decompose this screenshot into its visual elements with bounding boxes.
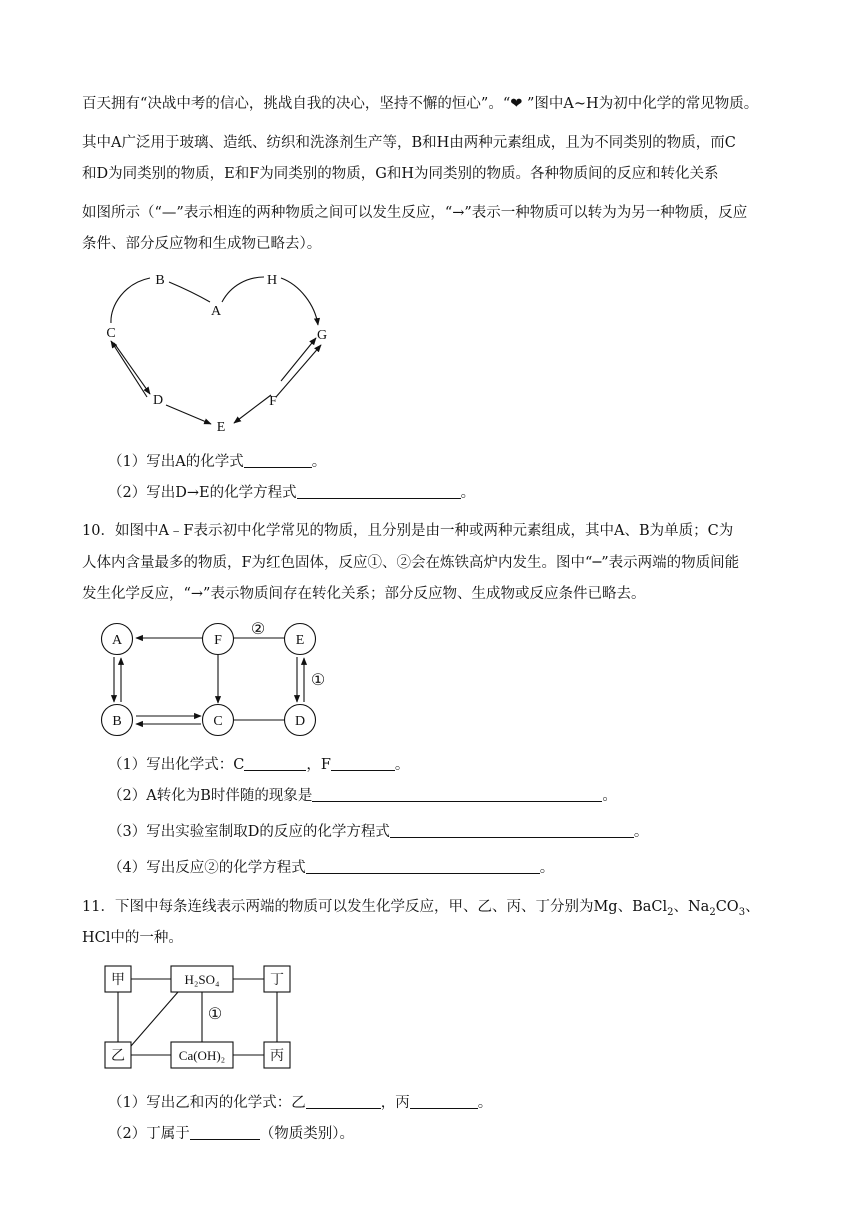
q10-label-reaction-1: ① <box>310 672 326 689</box>
heart-icon: ❤ <box>510 96 523 112</box>
q11-box-bing: 丙 <box>270 1049 284 1064</box>
q9-heart-diagram <box>95 262 345 437</box>
q9-sub1: （1）写出A的化学式 。 <box>108 454 327 470</box>
q11-box-yi: 乙 <box>111 1049 125 1064</box>
q11-box-h2so4: H₂SO₄ <box>184 972 220 987</box>
q10-sub1: （1）写出化学式：C ，F 。 <box>108 757 410 773</box>
q9-sub2: （2）写出D→E的化学方程式 。 <box>108 485 476 501</box>
answer-blank[interactable] <box>244 756 306 771</box>
q9-intro-line1: 百天拥有“决战中考的信心，挑战自我的决心，坚持不懈的恒心”。“❤ ”图中A~H为初中化学的常见物质。 <box>82 96 759 112</box>
answer-blank[interactable] <box>306 1094 381 1109</box>
q10-sub3: （3）写出实验室制取D的反应的化学方程式 。 <box>108 824 649 840</box>
q10-sub4: （4）写出反应②的化学方程式 。 <box>108 860 555 876</box>
q9-intro-line2: 其中A广泛用于玻璃、造纸、纺织和洗涤剂生产等，B和H由两种元素组成，且为不同类别的物质，而C <box>82 135 736 151</box>
q11-line1: 11．下图中每条连线表示两端的物质可以发生化学反应，甲、乙、丙、丁分别为Mg、BaCl$_2$、$Na_2CO_3$、 <box>82 899 760 918</box>
q10-diagram <box>95 618 335 738</box>
q11-box-jia: 甲 <box>111 973 125 988</box>
q9-node-f: F <box>269 394 277 409</box>
q10-node-b: B <box>112 714 122 729</box>
q10-node-e: E <box>295 633 305 648</box>
q10-label-reaction-2: ② <box>250 621 266 638</box>
q11-line2: HCl中的一种。 <box>82 930 183 946</box>
q9-node-c: C <box>106 326 116 341</box>
answer-blank[interactable] <box>410 1094 478 1109</box>
answer-blank[interactable] <box>312 787 602 802</box>
answer-blank[interactable] <box>190 1125 260 1140</box>
q10-sub2: （2）A转化为B时伴随的现象是 。 <box>108 788 617 804</box>
q9-node-e: E <box>216 420 226 435</box>
answer-blank[interactable] <box>297 484 461 499</box>
q11-sub2: （2）丁属于 （物质类别）。 <box>108 1126 354 1142</box>
q10-line2: 人体内含量最多的物质，F为红色固体，反应①、②会在炼铁高炉内发生。图中“─”表示两端的物质间能 <box>82 555 740 571</box>
q9-intro-line4: 如图所示（“—”表示相连的两种物质之间可以发生反应，“→”表示一种物质可以转为为另一种物质，反应 <box>82 205 748 221</box>
q9-node-g: G <box>316 328 328 343</box>
q10-line1: 10．如图中A﹣F表示初中化学常见的物质，且分别是由一种或两种元素组成，其中A、B为单质；C为 <box>82 523 734 539</box>
q10-node-d: D <box>294 714 306 729</box>
answer-blank[interactable] <box>244 453 312 468</box>
q10-line3: 发生化学反应，“→”表示物质间存在转化关系；部分反应物、生成物或反应条件已略去。 <box>82 586 646 602</box>
q11-label-reaction-1: ① <box>207 1006 223 1023</box>
q9-node-d: D <box>152 393 164 408</box>
q9-node-h: H <box>266 273 278 288</box>
q9-intro-line3: 和D为同类别的物质，E和F为同类别的物质，G和H为同类别的物质。各种物质间的反应和转化关系 <box>82 166 719 182</box>
answer-blank[interactable] <box>390 823 634 838</box>
q9-node-b: B <box>155 273 165 288</box>
q10-node-c: C <box>213 714 223 729</box>
q11-box-ding: 丁 <box>270 973 284 988</box>
q10-node-f: F <box>214 633 222 648</box>
q9-node-a: A <box>210 304 222 319</box>
q9-intro-line5: 条件、部分反应物和生成物已略去）。 <box>82 236 322 252</box>
q10-node-a: A <box>111 633 123 648</box>
q11-diagram <box>98 960 298 1074</box>
q11-sub1: （1）写出乙和丙的化学式：乙 ，丙 。 <box>108 1095 493 1111</box>
q11-box-caoh2: Ca(OH)₂ <box>178 1048 226 1063</box>
answer-blank[interactable] <box>306 859 540 874</box>
answer-blank[interactable] <box>331 756 395 771</box>
